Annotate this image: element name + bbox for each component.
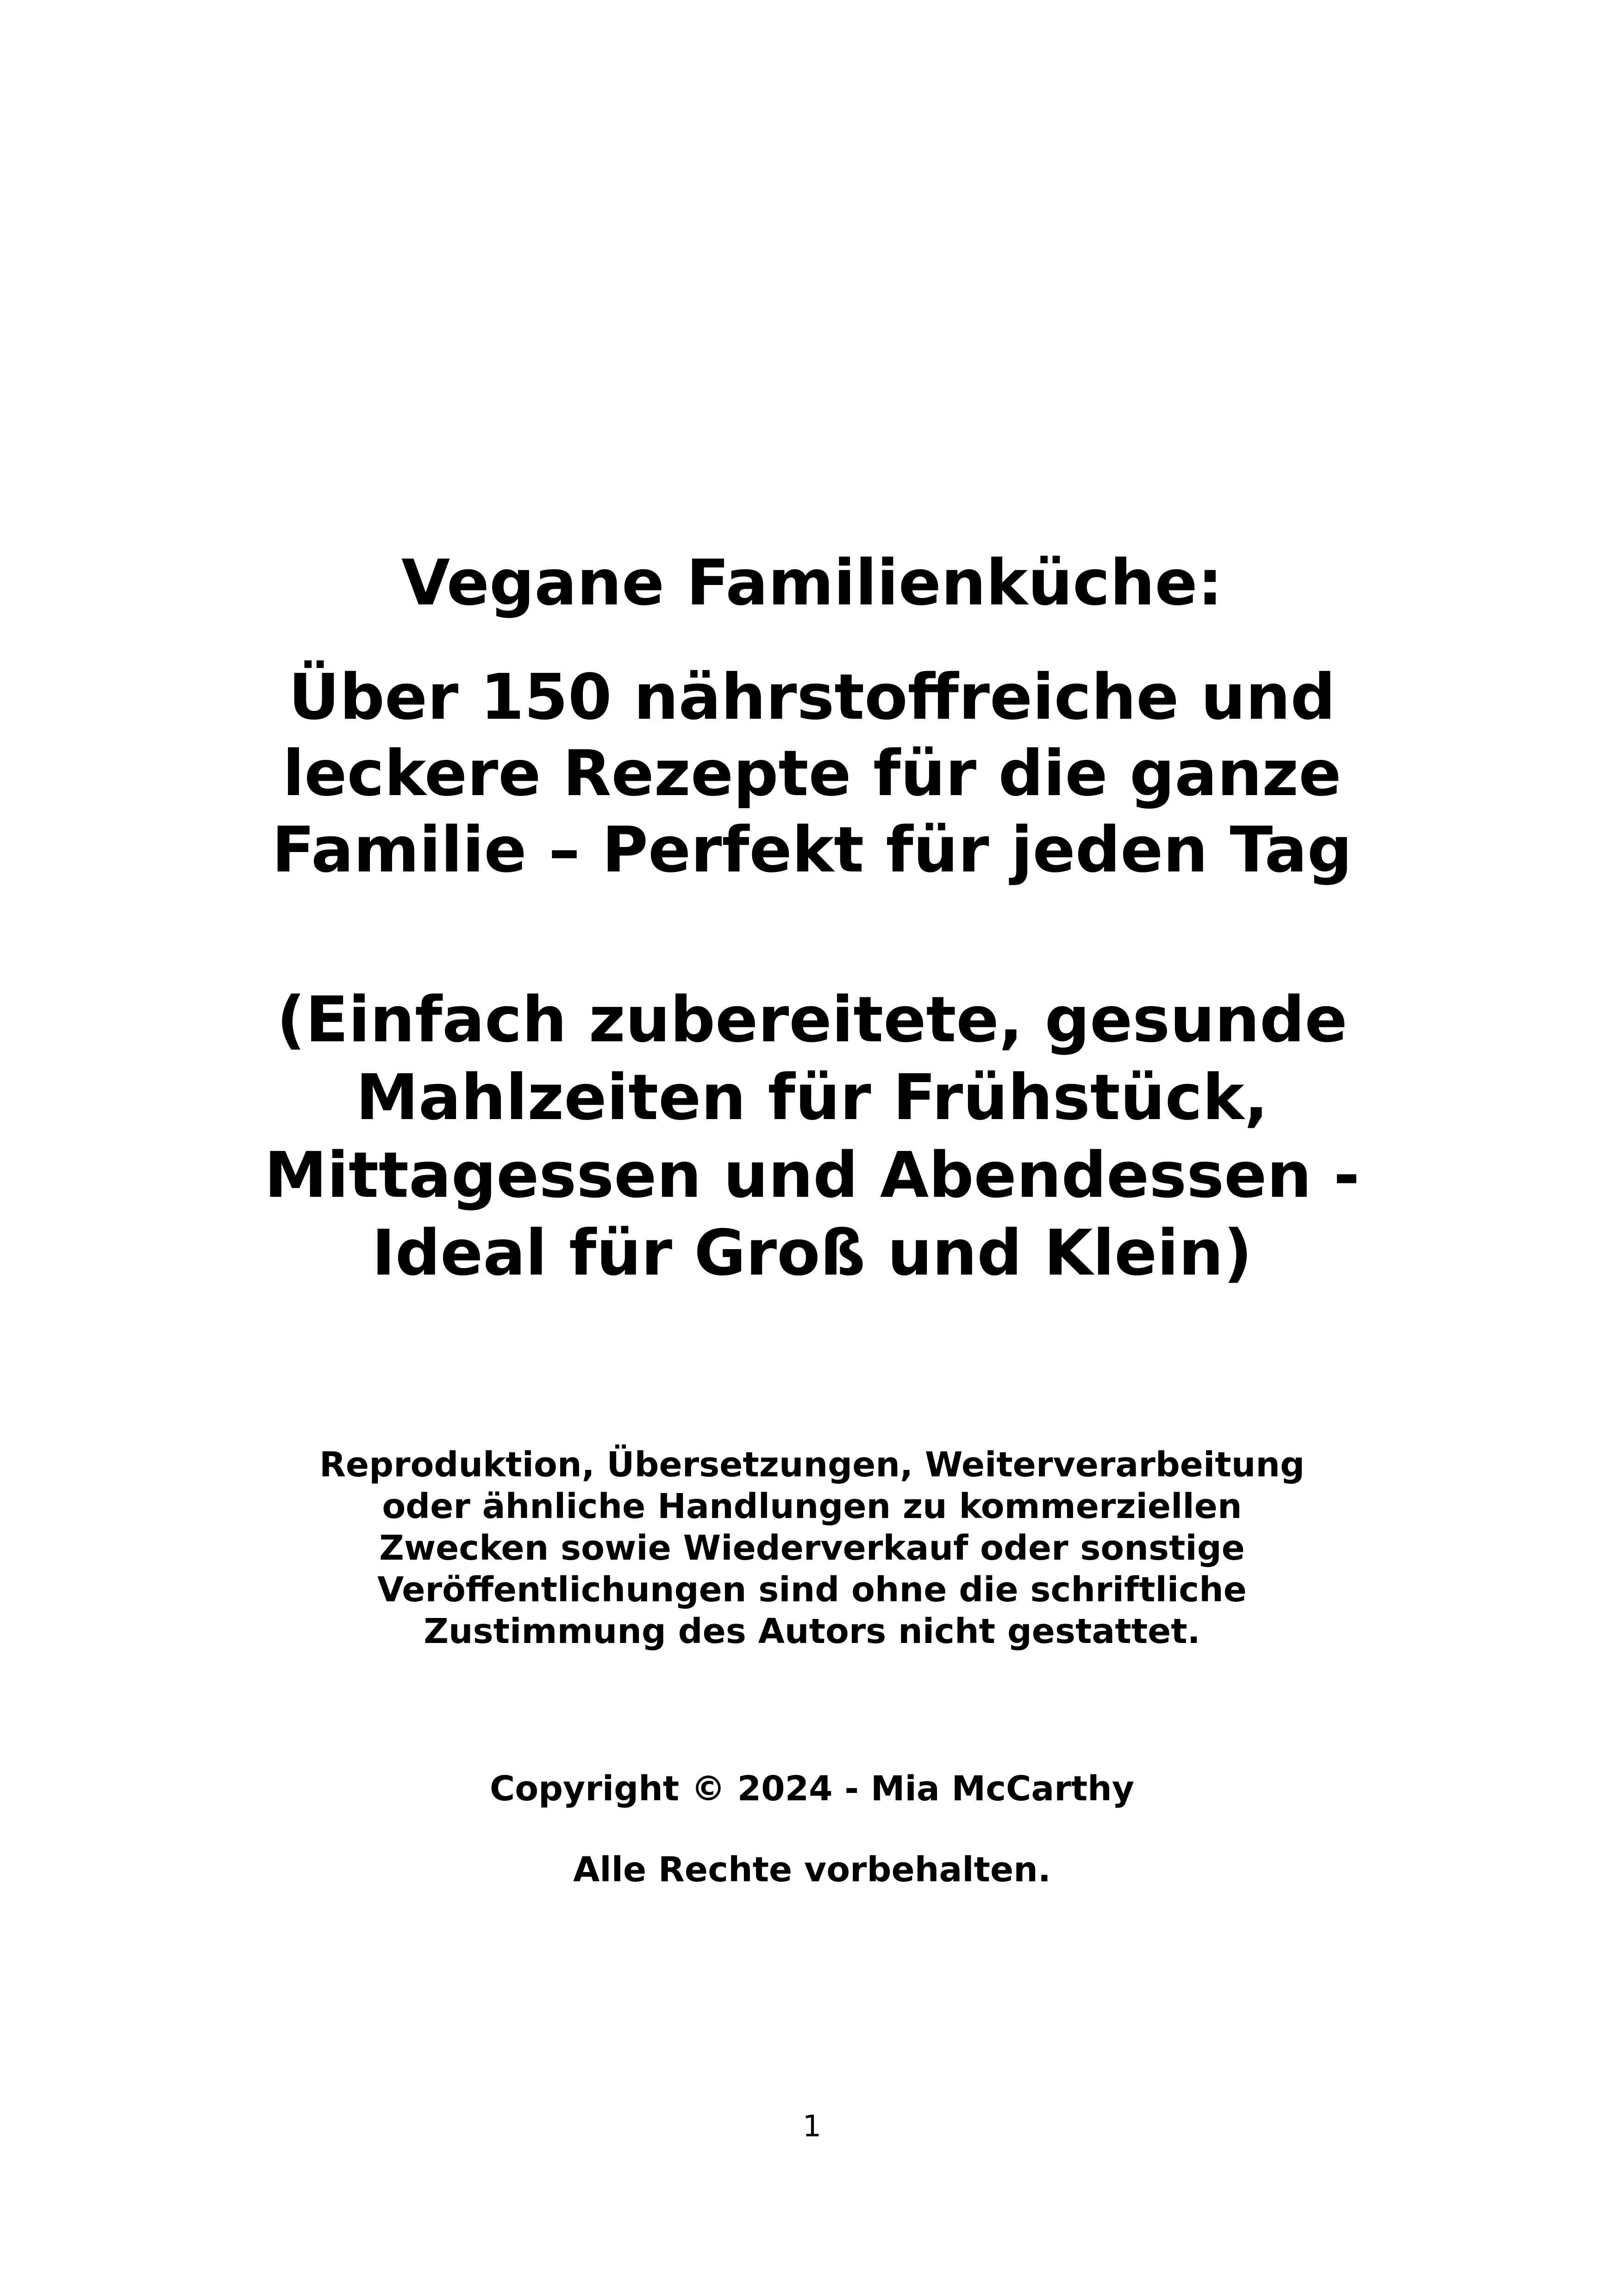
legal-notice [0, 1444, 1624, 1652]
secondary-subtitle-line-3: Mittagessen und Abendessen - [264, 1139, 1360, 1212]
notice-line-2: oder ähnliche Handlungen zu kommerziellen [382, 1487, 1242, 1526]
notice-line-1: Reproduktion, Übersetzungen, Weiterverarbeitung [319, 1445, 1305, 1485]
notice-line-5: Zustimmung des Autors nicht gestattet. [424, 1612, 1200, 1651]
subtitle-line-1: Über 150 nährstoffreiche und [288, 661, 1336, 734]
page-number: 1 [802, 2109, 822, 2144]
subtitle-line-2: leckere Rezepte für die ganze [282, 737, 1342, 810]
copyright-text: Copyright © 2024 - Mia McCarthy [489, 1769, 1135, 1809]
secondary-subtitle-line-1: (Einfach zubereitete, gesunde [276, 983, 1348, 1057]
book-secondary-subtitle [0, 981, 1624, 1292]
rights-text: Alle Rechte vorbehalten. [573, 1850, 1051, 1890]
copyright-line [0, 1766, 1624, 1812]
secondary-subtitle-line-4: Ideal für Groß und Klein) [372, 1217, 1252, 1290]
subtitle-line-3: Familie – Perfekt für jeden Tag [272, 814, 1352, 887]
book-title [0, 544, 1624, 622]
notice-line-4: Veröffentlichungen sind ohne die schriftliche [377, 1570, 1247, 1610]
secondary-subtitle-line-2: Mahlzeiten für Frühstück, [356, 1061, 1268, 1134]
notice-line-3: Zwecken sowie Wiederverkauf oder sonstige [379, 1528, 1245, 1568]
book-subtitle [0, 660, 1624, 889]
title-line: Vegane Familienküche: [401, 547, 1223, 620]
rights-reserved [0, 1847, 1624, 1893]
